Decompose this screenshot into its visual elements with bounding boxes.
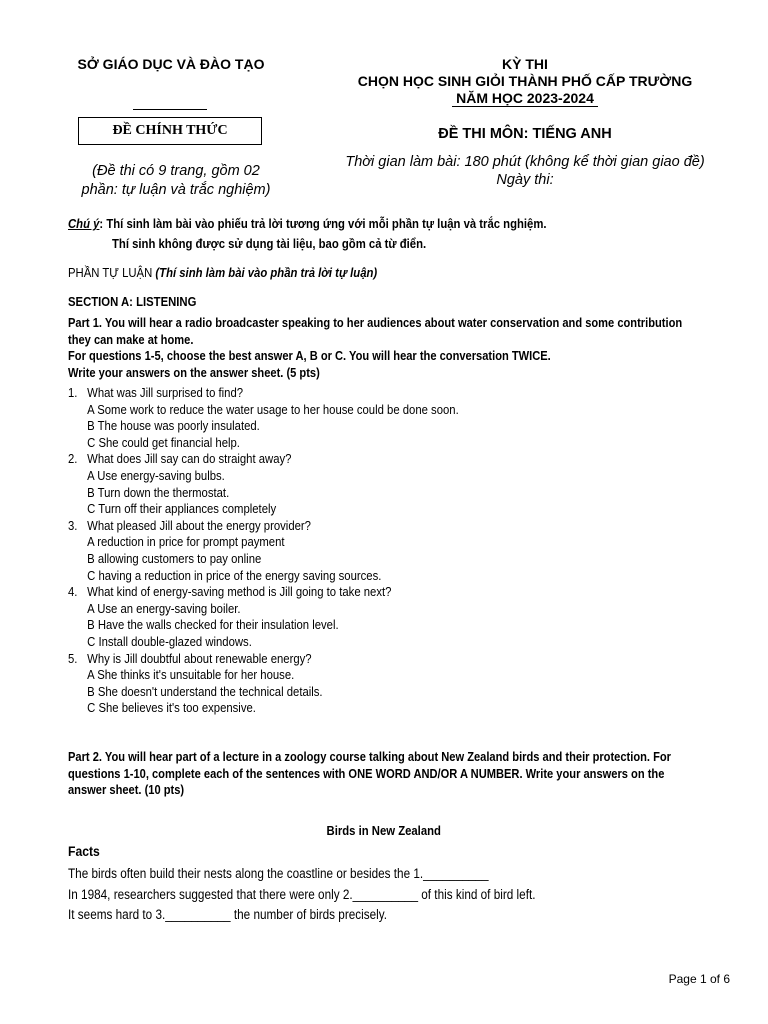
notice-line1: Chú ý: Thí sinh làm bài vào phiếu trả lời tương ứng với mỗi phần tự luận và trắc nghiệm. — [68, 216, 547, 231]
exam-duration: Thời gian làm bài: 180 phút (không kể thời gian giao đề) — [345, 154, 705, 170]
fact-sentence: It seems hard to 3.__________ the number of birds precisely. — [68, 907, 388, 922]
essay-part-note: (Thí sinh làm bài vào phần trả lời tự luận) — [155, 265, 378, 280]
answer-option: B The house was poorly insulated. — [87, 418, 260, 434]
answer-option: B Have the walls checked for their insulation level. — [87, 617, 339, 633]
school-year: NĂM HỌC 2023-2024 — [452, 90, 598, 107]
exam-title-line2: CHỌN HỌC SINH GIỎI THÀNH PHỐ CẤP TRƯỜNG — [357, 73, 693, 89]
exam-title-block — [310, 56, 740, 107]
answer-option: A Use energy-saving bulbs. — [87, 467, 225, 483]
official-exam-label: ĐỀ CHÍNH THỨC — [78, 117, 262, 145]
fact-sentence: The birds often build their nests along the coastline or besides the 1.__________ — [68, 866, 489, 881]
part2-instructions: Part 2. You will hear part of a lecture in a zoology course talking about New Zealand birds and their protection. For questions 1-10, complete each of the sentences with ONE WORD AND/OR A NUMBER. Write your answers on the answer sheet. (10 pts) — [68, 749, 671, 797]
answer-option: C She could get financial help. — [87, 434, 240, 450]
exam-title-line1: KỲ THI — [502, 56, 548, 72]
exam-subject: ĐỀ THI MÔN: TIẾNG ANH — [438, 126, 612, 142]
essay-part-heading — [68, 265, 377, 282]
question-item: 2. What does Jill say can do straight away? — [68, 451, 292, 467]
pages-note-line1: (Đề thi có 9 trang, gồm 02 — [92, 163, 260, 179]
answer-option: A Some work to reduce the water usage to her house could be done soon. — [87, 401, 459, 417]
question-item: 5. Why is Jill doubtful about renewable energy? — [68, 650, 312, 666]
pages-note — [66, 162, 286, 200]
notice-line2: Thí sinh không được sử dụng tài liệu, bao gồm cả từ điển. — [112, 236, 427, 251]
part2-title: Birds in New Zealand — [326, 823, 442, 838]
question-item: 4. What kind of energy-saving method is Jill going to take next? — [68, 584, 392, 600]
exam-time — [310, 153, 740, 189]
answer-option: C Turn off their appliances completely — [87, 501, 277, 517]
answer-option: B Turn down the thermostat. — [87, 484, 230, 500]
answer-option: A Use an energy-saving boiler. — [87, 600, 241, 616]
exam-date: Ngày thi: — [496, 172, 554, 188]
answer-option: B She doesn't understand the technical details. — [87, 683, 323, 699]
section-a-heading: SECTION A: LISTENING — [68, 294, 197, 309]
part2-title-wrap — [0, 823, 768, 840]
answer-option: C Install double-glazed windows. — [87, 633, 252, 649]
question-list — [68, 385, 459, 717]
pages-note-line2: phần: tự luận và trắc nghiệm) — [81, 182, 271, 198]
part1-instructions: Part 1. You will hear a radio broadcaster speaking to her audiences about water conservation and some contribution they can make at home. For questions 1-5, choose the best answer A, B or C. You will hear the conversation TWICE. Write your answers on the answer sheet. (5 pts) — [68, 315, 683, 380]
notice-label: Chú ý — [68, 216, 100, 231]
department-name: SỞ GIÁO DỤC VÀ ĐÀO TẠO — [77, 56, 265, 72]
divider-line — [133, 109, 207, 110]
fact-sentence: In 1984, researchers suggested that there were only 2.__________ of this kind of bird left. — [68, 886, 536, 902]
answer-option: A reduction in price for prompt payment — [87, 534, 285, 550]
question-item: 1. What was Jill surprised to find? — [68, 385, 244, 400]
essay-part-title: PHẦN TỰ LUẬN — [68, 265, 153, 280]
answer-option: C having a reduction in price of the energy saving sources. — [87, 567, 382, 583]
answer-option: C She believes it's too expensive. — [87, 700, 256, 716]
question-item: 3. What pleased Jill about the energy provider? — [68, 517, 311, 533]
answer-option: B allowing customers to pay online — [87, 550, 262, 566]
page-number: Page 1 of 6 — [668, 972, 730, 986]
facts-label: Facts — [68, 843, 100, 859]
facts-list — [68, 864, 535, 926]
answer-option: A She thinks it's unsuitable for her house. — [87, 667, 295, 683]
